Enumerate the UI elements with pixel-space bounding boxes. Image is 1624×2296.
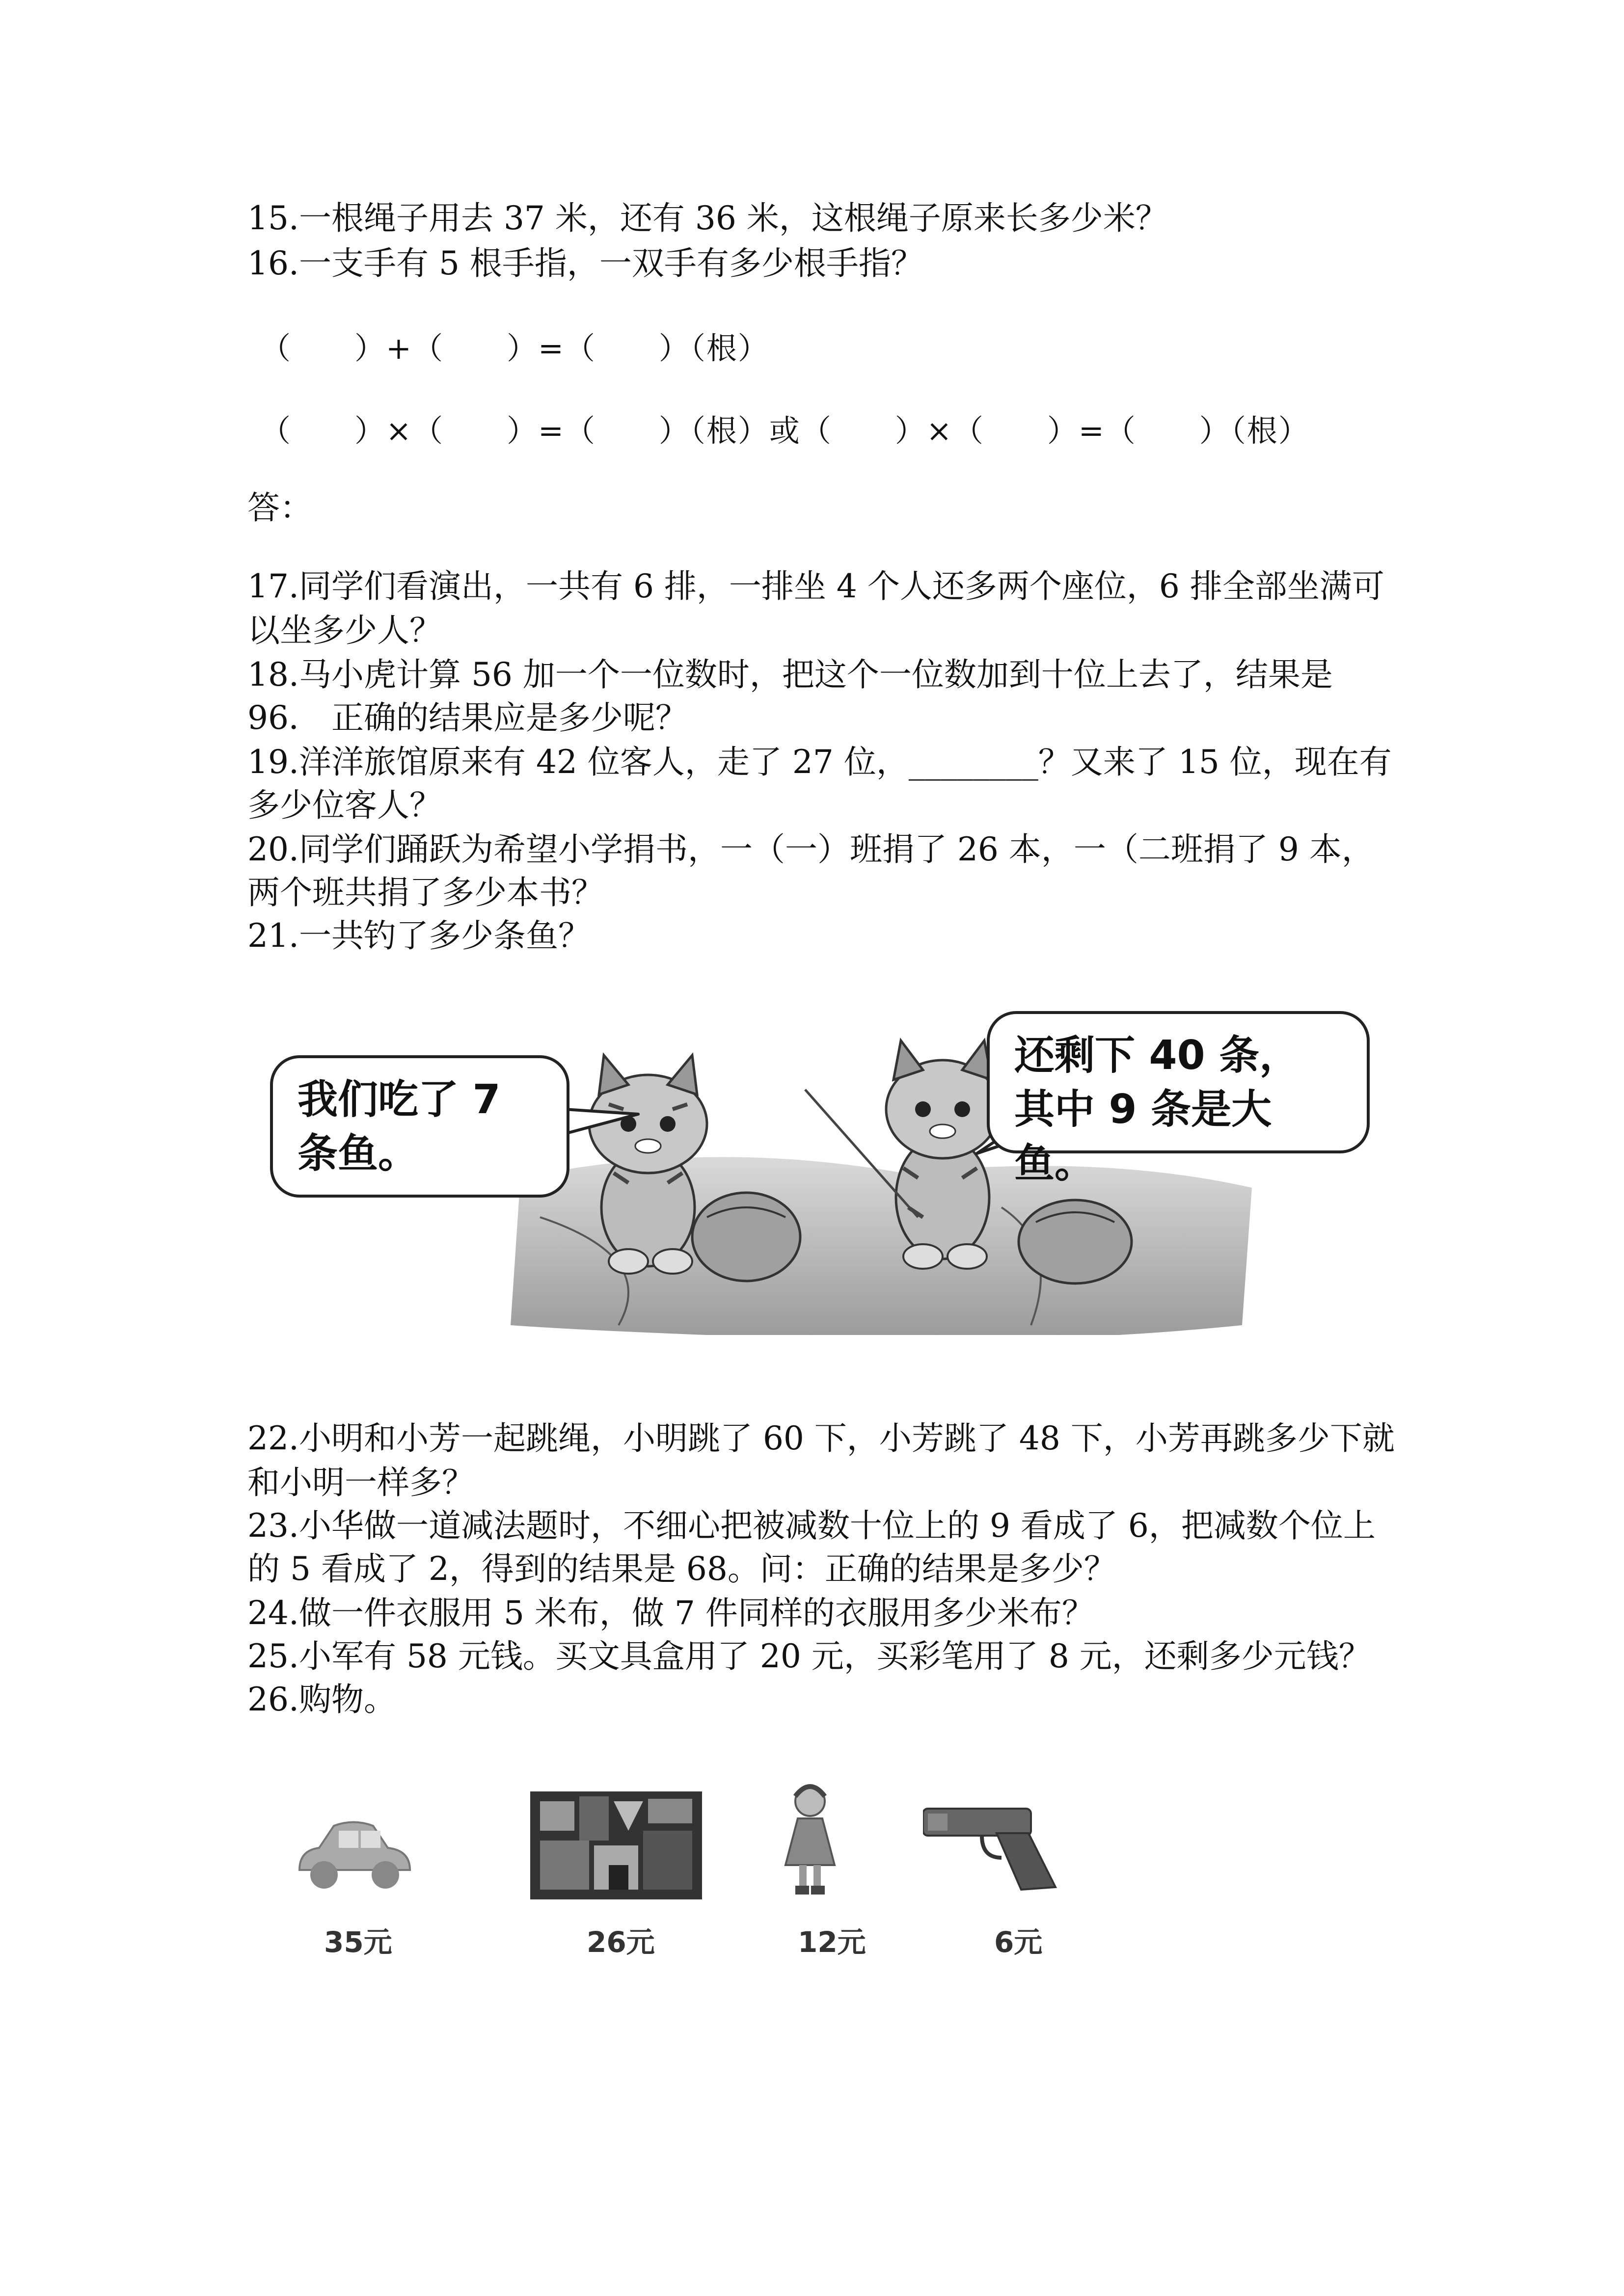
right-bubble-line-2: 其中 9 条是大鱼。: [1014, 1086, 1272, 1187]
question-22-line-1: 22.小明和小芳一起跳绳，小明跳了 60 下，小芳跳了 48 下，小芳再跳多少下就: [247, 1419, 1395, 1457]
left-speech-bubble: [270, 1055, 569, 1198]
question-22-line-2: 和小明一样多？: [247, 1464, 474, 1501]
question-16: 16.一支手有 5 根手指，一双手有多少根手指？: [247, 244, 923, 282]
question-23-line-1: 23.小华做一道减法题时，不细心把被减数十位上的 9 看成了 6，把减数个位上: [247, 1507, 1376, 1545]
question-21: 21.一共钓了多少条鱼？: [247, 917, 591, 955]
left-basket-icon: [692, 1193, 800, 1281]
question-23-line-2: 的 5 看成了 2，得到的结果是 68。问：正确的结果是多少？: [247, 1550, 1116, 1588]
question-20-line-2: 两个班共捐了多少本书？: [247, 874, 604, 911]
question-17-line-2: 以坐多少人？: [247, 612, 442, 649]
left-bubble-line-1: 我们吃了 7: [298, 1076, 501, 1123]
right-bubble-line-1: 还剩下 40 条，: [1014, 1032, 1300, 1079]
q16-fill-row-1: （ ）+（ ）=（ ）（根）: [260, 330, 769, 366]
building-blocks-price: 26元: [587, 1925, 655, 1959]
question-24: 24.做一件衣服用 5 米布，做 7 件同样的衣服用多少米布？: [247, 1594, 1094, 1632]
right-speech-bubble: [987, 1011, 1370, 1187]
left-bubble-line-2: 条鱼。: [298, 1130, 419, 1177]
doll-price: 12元: [798, 1925, 866, 1959]
toy-gun-price: 6元: [994, 1925, 1043, 1959]
toy-car-price: 35元: [324, 1925, 392, 1959]
question-26: 26.购物。: [247, 1681, 396, 1718]
question-19-line-2: 多少位客人？: [247, 786, 442, 824]
toy-gun-icon: [923, 1799, 1070, 1897]
question-19-line-1: 19.洋洋旅馆原来有 42 位客人，走了 27 位，________？又来了 15 位，现在有: [247, 743, 1392, 781]
question-25: 25.小军有 58 元钱。买文具盒用了 20 元，买彩笔用了 8 元，还剩多少元钱？: [247, 1637, 1371, 1675]
question-20-line-1: 20.同学们踊跃为希望小学捐书，一（一）班捐了 26 本，一（二班捐了 9 本，: [247, 830, 1374, 868]
doll-icon: [776, 1782, 844, 1899]
question-17-line-1: 17.同学们看演出，一共有 6 排，一排坐 4 个人还多两个座位，6 排全部坐满可: [247, 567, 1384, 605]
question-18-line-2: 96． 正确的结果应是多少呢？: [247, 699, 688, 737]
q16-answer-label: 答：: [247, 489, 312, 527]
toy-car-icon: [290, 1816, 417, 1895]
fishing-cats-illustration: [265, 1011, 1375, 1335]
question-18-line-1: 18.马小虎计算 56 加一个一位数时，把这个一位数加到十位上去了，结果是: [247, 656, 1333, 694]
q16-fill-row-2: （ ）×（ ）=（ ）（根）或（ ）×（ ）=（ ）（根）: [260, 413, 1310, 449]
question-15: 15.一根绳子用去 37 米，还有 36 米，这根绳子原来长多少米？: [247, 199, 1168, 237]
building-blocks-icon: [530, 1791, 702, 1899]
